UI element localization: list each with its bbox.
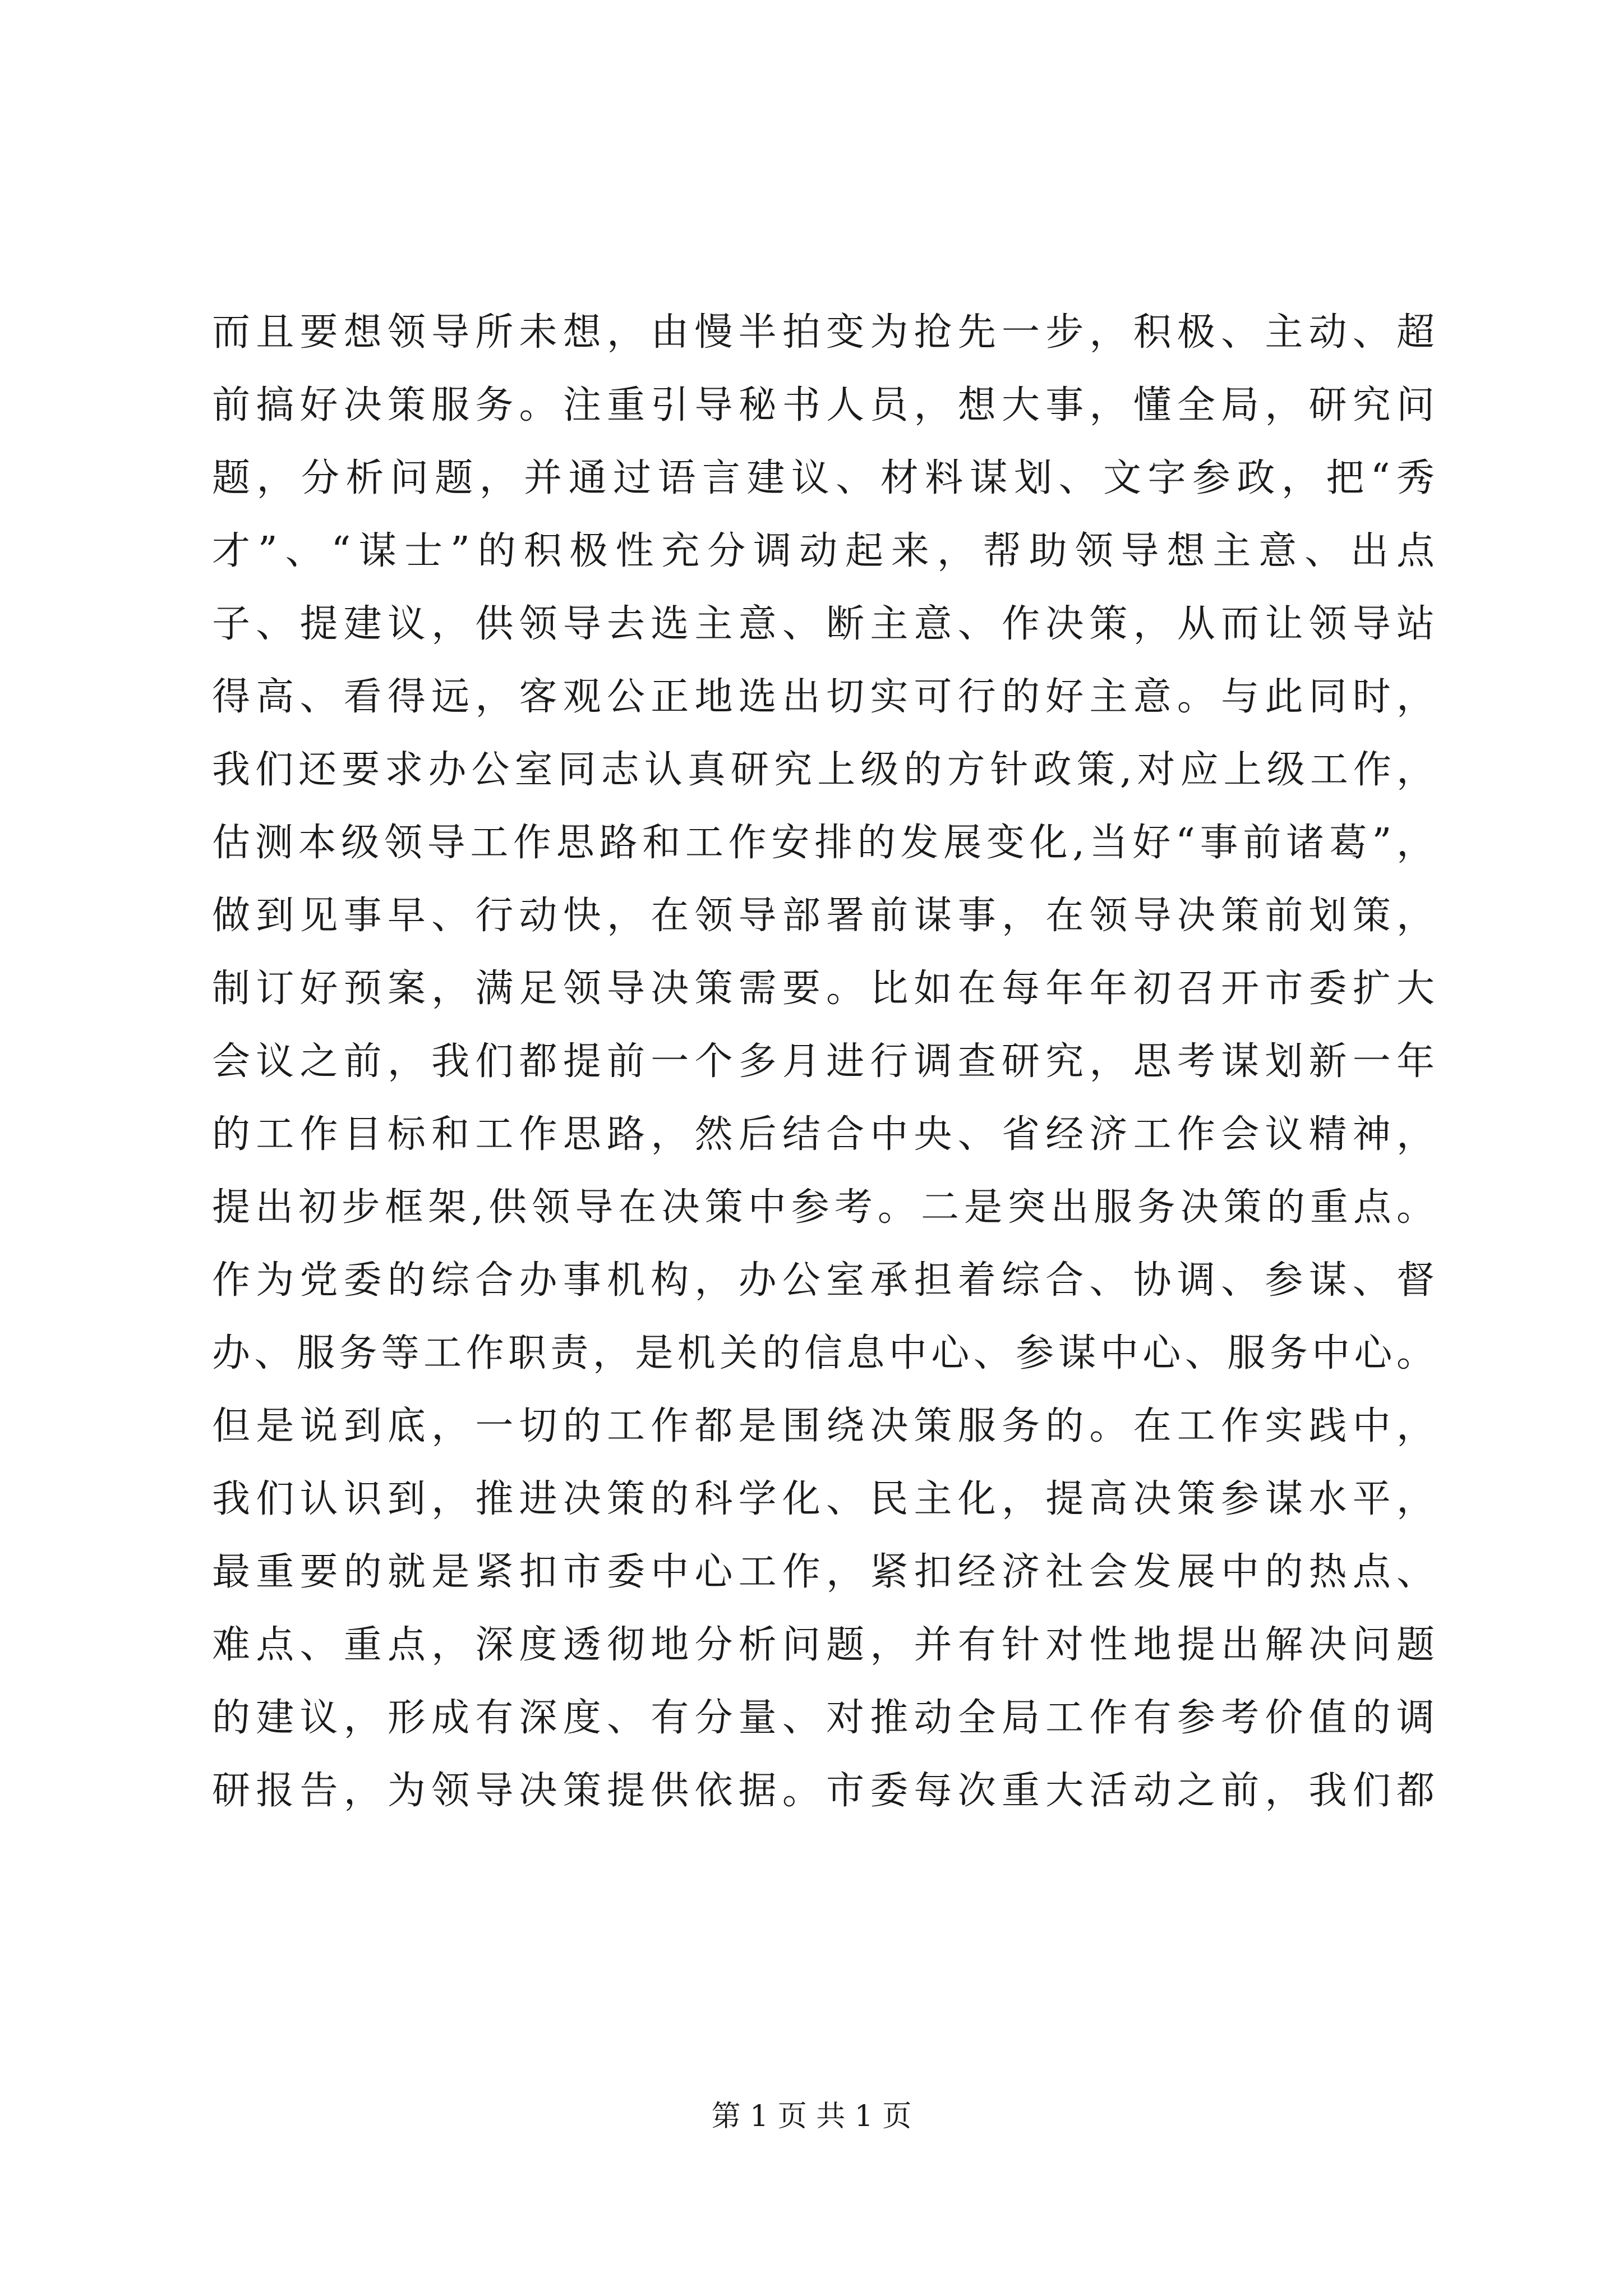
text-line: 做到见事早、行动快，在领导部署前谋事，在领导决策前划策， — [212, 894, 1435, 938]
page-number-label: 第 1 页 共 1 页 — [711, 2100, 912, 2133]
text-line: 但是说到底，一切的工作都是围绕决策服务的。在工作实践中， — [212, 1404, 1435, 1448]
text-line: 而且要想领导所未想，由慢半拍变为抢先一步，积极、主动、超 — [212, 310, 1435, 355]
text-line: 的建议，形成有深度、有分量、对推动全局工作有参考价值的调 — [212, 1696, 1435, 1740]
text-line: 最重要的就是紧扣市委中心工作，紧扣经济社会发展中的热点、 — [212, 1550, 1435, 1594]
text-line: 的工作目标和工作思路，然后结合中央、省经济工作会议精神， — [212, 1112, 1435, 1157]
text-line: 才”、“谋士”的积极性充分调动起来，帮助领导想主意、出点 — [212, 529, 1435, 573]
text-line: 难点、重点，深度透彻地分析问题，并有针对性地提出解决问题 — [212, 1623, 1435, 1667]
page-footer — [0, 2097, 1623, 2136]
text-line: 题，分析问题，并通过语言建议、材料谋划、文字参政，把“秀 — [212, 456, 1435, 500]
text-line: 提出初步框架,供领导在决策中参考。二是突出服务决策的重点。 — [212, 1185, 1435, 1230]
text-line: 子、提建议，供领导去选主意、断主意、作决策，从而让领导站 — [212, 602, 1435, 646]
text-line: 研报告，为领导决策提供依据。市委每次重大活动之前，我们都 — [212, 1769, 1435, 1813]
body-text — [212, 296, 1435, 1828]
text-line: 作为党委的综合办事机构，办公室承担着综合、协调、参谋、督 — [212, 1258, 1435, 1303]
text-line: 制订好预案，满足领导决策需要。比如在每年年初召开市委扩大 — [212, 967, 1435, 1011]
text-line: 得高、看得远，客观公正地选出切实可行的好主意。与此同时， — [212, 675, 1435, 719]
text-line: 会议之前，我们都提前一个多月进行调查研究，思考谋划新一年 — [212, 1039, 1435, 1084]
text-line: 我们认识到，推进决策的科学化、民主化，提高决策参谋水平， — [212, 1477, 1435, 1521]
text-line: 我们还要求办公室同志认真研究上级的方针政策,对应上级工作， — [212, 748, 1435, 792]
text-line: 办、服务等工作职责，是机关的信息中心、参谋中心、服务中心。 — [212, 1331, 1435, 1375]
text-line: 前搞好决策服务。注重引导秘书人员，想大事，懂全局，研究问 — [212, 383, 1435, 427]
text-line: 估测本级领导工作思路和工作安排的发展变化,当好“事前诸葛”， — [212, 821, 1435, 865]
